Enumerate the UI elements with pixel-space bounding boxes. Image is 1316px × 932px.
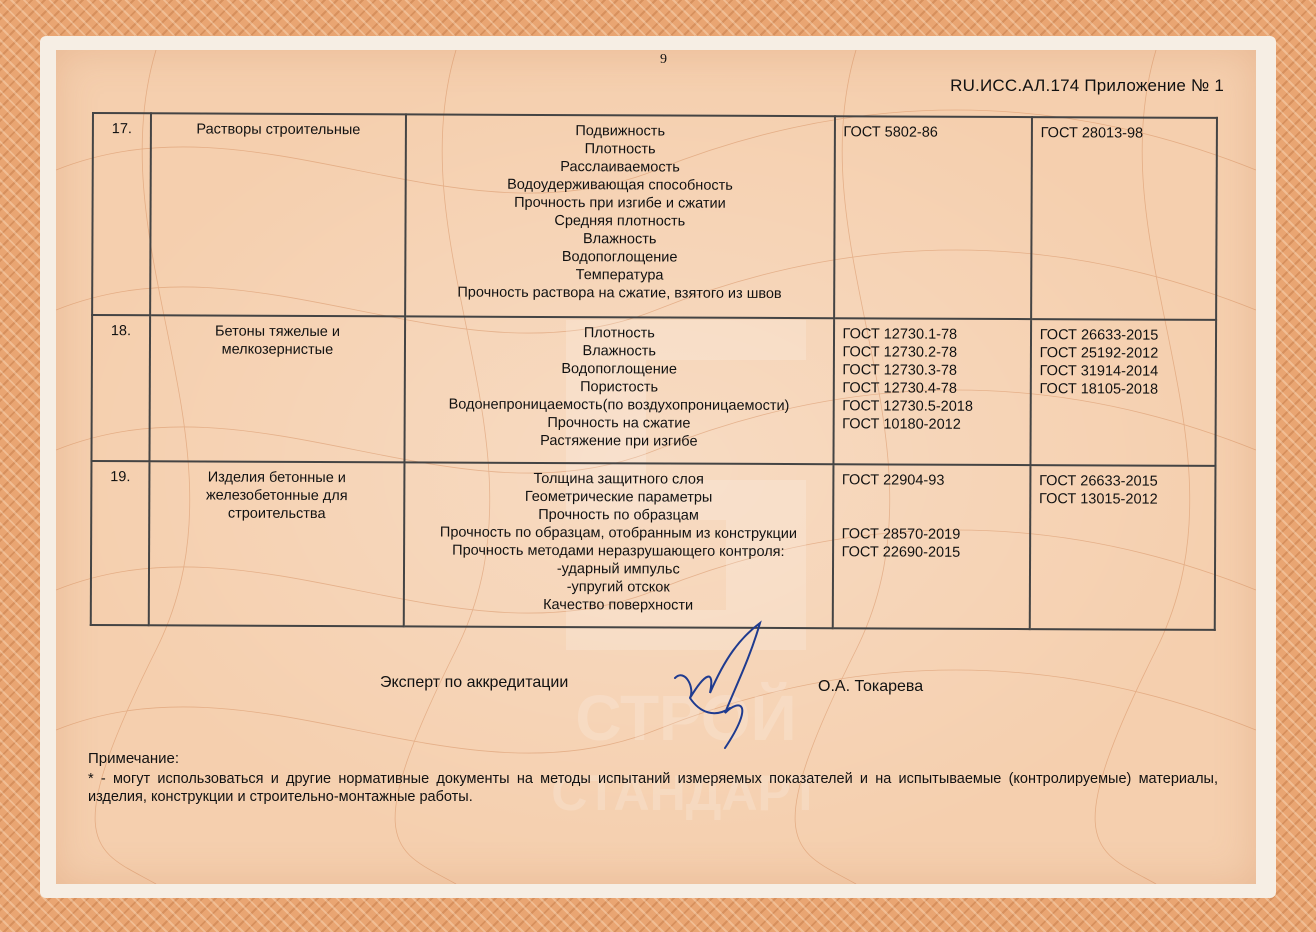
material-cell-line: железобетонные для <box>205 487 348 505</box>
expert-label: Эксперт по аккредитации <box>380 674 569 691</box>
indicators-cell-line: Влажность <box>582 343 656 360</box>
method-standards-cell <box>833 318 1031 465</box>
material-standards-cell <box>1030 319 1216 466</box>
table-row <box>91 461 1216 630</box>
indicators-cell-line: Водопоглощение <box>561 249 678 266</box>
table-row <box>91 315 1216 466</box>
material-standards-cell-line: ГОСТ 25192-2012 <box>1039 345 1159 362</box>
indicators-cell-line: Толщина защитного слоя <box>533 470 704 488</box>
method-standards-cell-line: ГОСТ 22690-2015 <box>841 544 961 561</box>
material-standards-cell-line: ГОСТ 18105-2018 <box>1039 381 1159 398</box>
indicators-cell-line: Расслаиваемость <box>560 159 680 176</box>
indicators-cell-line: Прочность по образцам, отобранным из конструкции <box>439 524 798 543</box>
material-cell-line: мелкозернистые <box>221 341 334 359</box>
material-cell <box>149 315 405 462</box>
material-standards-cell-line: ГОСТ 26633-2015 <box>1039 473 1158 490</box>
document-reference: RU.ИСС.АЛ.174 Приложение № 1 <box>950 76 1224 95</box>
indicators-cell-line: -ударный импульс <box>556 561 680 578</box>
indicators-cell-line: Растяжение при изгибе <box>540 432 698 450</box>
material-cell-line: Растворы строительные <box>196 121 361 139</box>
row-number: 19. <box>91 461 150 625</box>
indicators-cell-line: Средняя плотность <box>554 213 686 230</box>
watermark-line-2: СТАНДАРТ <box>551 765 821 820</box>
indicators-cell <box>404 462 833 628</box>
method-standards-cell <box>834 116 1032 319</box>
material-cell-line: строительства <box>227 505 326 523</box>
method-standards-cell-line: ГОСТ 12730.2-78 <box>842 344 958 361</box>
method-standards-cell-line: ГОСТ 28570-2019 <box>841 526 961 543</box>
indicators-cell <box>405 114 834 318</box>
method-standards-cell-line: ГОСТ 12730.1-78 <box>842 326 958 343</box>
method-standards-cell-line: ГОСТ 5802-86 <box>843 124 938 141</box>
method-standards-cell-line: ГОСТ 10180-2012 <box>842 416 961 433</box>
method-standards-cell-line: ГОСТ 12730.3-78 <box>842 362 958 379</box>
indicators-cell-line: Плотность <box>583 325 655 342</box>
indicators-cell-line: Температура <box>575 267 664 284</box>
indicators-cell-line: -упругий отскок <box>566 579 670 596</box>
indicators-cell-line: Прочность методами неразрушающего контроля: <box>452 542 785 561</box>
indicators-cell-line: Прочность на сжатие <box>547 414 691 432</box>
method-standards-cell-line <box>842 489 1021 508</box>
material-standards-cell-line: ГОСТ 31914-2014 <box>1039 363 1159 380</box>
material-standards-cell-line: ГОСТ 26633-2015 <box>1039 327 1159 344</box>
indicators-cell-line: Пористость <box>580 379 659 396</box>
accreditation-table <box>90 112 1218 631</box>
method-standards-cell-line: ГОСТ 22904-93 <box>841 472 945 489</box>
indicators-cell <box>405 316 834 464</box>
note-text: * - могут использоваться и другие нормативные документы на методы испытаний измеряемых показателей и на испытываемые (контролируемые) материалы, изделия, конструкции и строительно-монтажные работы. <box>88 771 1218 805</box>
page-number: 9 <box>660 52 667 67</box>
indicators-cell-line: Прочность при изгибе и сжатии <box>514 194 726 212</box>
method-standards-cell-line <box>842 507 1021 526</box>
material-cell-line: Бетоны тяжелые и <box>214 323 340 341</box>
method-standards-cell-line: ГОСТ 12730.5-2018 <box>842 398 973 415</box>
method-standards-cell <box>832 464 1030 629</box>
table-row <box>92 113 1217 320</box>
indicators-cell-line: Плотность <box>584 141 656 158</box>
method-standards-cell-line: ГОСТ 12730.4-78 <box>842 380 957 397</box>
material-cell-line: Изделия бетонные и <box>207 469 346 487</box>
row-number: 18. <box>91 315 149 461</box>
material-standards-cell-line: ГОСТ 13015-2012 <box>1039 491 1158 508</box>
handwritten-signature <box>655 618 785 758</box>
material-standards-cell <box>1029 465 1215 630</box>
indicators-cell-line: Геометрические параметры <box>524 488 713 506</box>
indicators-cell-line: Прочность по образцам <box>538 506 699 524</box>
watermark-line-1: СТРОЙ <box>575 682 797 754</box>
expert-name: О.А. Токарева <box>818 678 924 695</box>
row-number: 17. <box>92 113 151 315</box>
indicators-cell-line: Подвижность <box>575 123 666 140</box>
material-standards-cell-line: ГОСТ 28013-98 <box>1040 125 1144 142</box>
material-cell <box>149 461 405 626</box>
note-title: Примечание: <box>88 750 179 767</box>
indicators-cell-line: Водоудерживающая способность <box>507 176 733 194</box>
indicators-cell-line: Водонепроницаемость(по воздухопроницаемости) <box>448 396 790 415</box>
material-cell <box>150 113 406 316</box>
indicators-cell-line: Водопоглощение <box>561 361 677 378</box>
indicators-cell-line: Качество поверхности <box>543 596 694 614</box>
indicators-cell-line: Прочность раствора на сжатие, взятого из швов <box>457 284 782 303</box>
material-standards-cell <box>1031 117 1217 320</box>
indicators-cell-line: Влажность <box>582 231 657 248</box>
